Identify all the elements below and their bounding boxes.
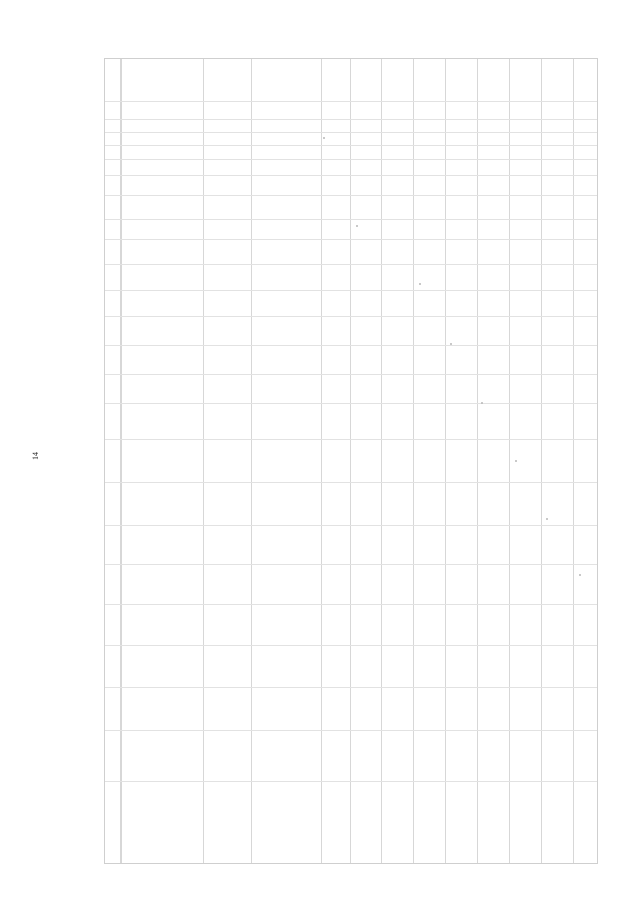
table-column-divider [509, 59, 510, 863]
table-column-divider [350, 59, 351, 863]
table-column-divider [541, 59, 542, 863]
table-column-divider [413, 59, 414, 863]
table-row-divider [105, 316, 597, 317]
table-row-divider [105, 195, 597, 196]
table-column-divider [381, 59, 382, 863]
table-row-divider [105, 132, 597, 133]
table-row-divider [105, 564, 597, 565]
table-mark [515, 460, 517, 462]
table-row-divider [105, 119, 597, 120]
table-row-divider [105, 175, 597, 176]
table-column-divider [477, 59, 478, 863]
table-column-divider [203, 59, 204, 863]
table-label-column [105, 59, 121, 863]
table-column-divider [321, 59, 322, 863]
table-mark [323, 137, 325, 139]
header-band-right [321, 59, 599, 863]
table-mark [419, 283, 421, 285]
table-mark [481, 402, 483, 404]
table-row-divider [105, 604, 597, 605]
table-row-divider [105, 239, 597, 240]
table-mark [579, 574, 581, 576]
table-row-divider [105, 145, 597, 146]
table-row-divider [105, 101, 597, 102]
table-column-divider [121, 59, 122, 863]
page-number: 14 [31, 452, 40, 460]
table-row-divider [105, 645, 597, 646]
table-row-divider [105, 781, 597, 782]
table-row-divider [105, 403, 597, 404]
table-row-divider [105, 374, 597, 375]
table-row-divider [105, 264, 597, 265]
header-band-mid [203, 59, 321, 863]
table-row-divider [105, 439, 597, 440]
table-mark [450, 343, 452, 345]
table-row-divider [105, 290, 597, 291]
table-mark [356, 225, 358, 227]
data-table [104, 58, 598, 864]
table-mark [546, 518, 548, 520]
table-column-divider [445, 59, 446, 863]
table-row-divider [105, 345, 597, 346]
table-row-divider [105, 525, 597, 526]
table-column-divider [251, 59, 252, 863]
table-row-divider [105, 687, 597, 688]
table-row-divider [105, 730, 597, 731]
table-row-divider [105, 482, 597, 483]
table-column-divider [573, 59, 574, 863]
table-row-divider [105, 219, 597, 220]
table-row-divider [105, 159, 597, 160]
